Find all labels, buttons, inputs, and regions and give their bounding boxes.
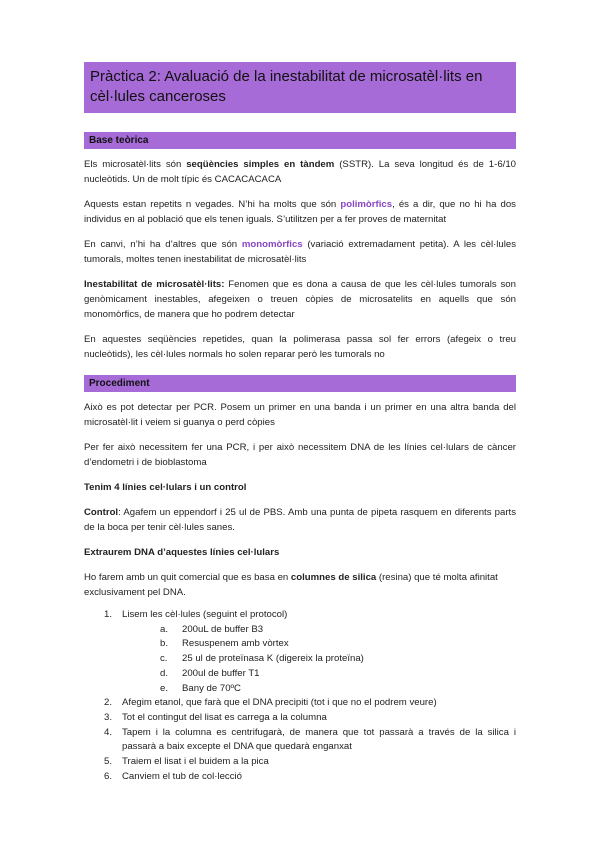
list-item: 5. Traiem el lisat i el buidem a la pica	[104, 756, 269, 768]
list-item: e. Bany de 70ºC	[160, 682, 241, 694]
paragraph-pcr: Això es pot detectar per PCR. Posem un primer en una banda i un primer en una altra banda del microsatèl·lit i veiem si guanya o perd còpies	[84, 402, 516, 428]
paragraph-dna-lines: Per fer això necessitem fer una PCR, i per això necessitem DNA de les línies cel·lulars de càncer d’endometri i de bioblastoma	[84, 442, 516, 468]
paragraph-polimorfics: Aquests estan repetits n vegades. N’hi ha molts que són polimòrfics, és a dir, que no hi ha dos individus en al població que els tenen iguals. S’utilitzen per a fer proves de maternitat	[84, 199, 516, 225]
paragraph-kit: Ho farem amb un quit comercial que es basa en columnes de silica (resina) que té molta afinitat exclusivament pel DNA.	[84, 572, 498, 598]
list-item: 4. Tapem i la columna es centrifugarà, de manera que tot passarà a través de la silica i passarà a baix excepte el DNA que quedarà enganxat	[104, 726, 516, 753]
list-item: b. Resuspenem amb vòrtex	[160, 638, 289, 650]
paragraph-monomorfics: En canvi, n’hi ha d’altres que són monomòrfics (variació extremadament petita). A les cèl·lules tumorals, moltes tenen inestabilitat de microsatèl·lits	[84, 239, 516, 265]
list-item: d. 200ul de buffer T1	[160, 667, 260, 679]
list-item: c. 25 ul de proteïnasa K (digereix la proteïna)	[160, 653, 364, 665]
section-heading-base-teorica: Base teòrica	[84, 132, 516, 149]
paragraph-control: Control: Agafem un eppendorf i 25 ul de PBS. Amb una punta de pipeta rasquem en diferents parts de la boca per tenir cèl·lules sanes.	[84, 507, 516, 533]
list-item: 2. Afegim etanol, que farà que el DNA precipiti (tot i que no el podrem veure)	[104, 697, 437, 709]
subheading-linies: Tenim 4 línies cel·lulars i un control	[84, 482, 247, 493]
paragraph-microsatellits: Els microsatèl·lits són seqüències simples en tàndem (SSTR). La seva longitud és de 1-6/10 nucleòtids. Un de molt típic és CACACACACA	[84, 159, 516, 185]
page-title: Pràctica 2: Avaluació de la inestabilitat de microsatèl·lits en cèl·lules canceroses	[84, 62, 516, 113]
subheading-extraurem-dna: Extraurem DNA d’aquestes línies cel·lulars	[84, 547, 280, 558]
list-item: 3. Tot el contingut del lisat es carrega a la columna	[104, 711, 327, 723]
list-item: 1. Lisem les cèl·lules (seguint el protocol) a. 200uL de buffer B3 b. Resuspenem amb vòrtex c. 25 ul de proteïnasa K (digereix la proteïna) d. 200ul de buffer T1 e. Bany de 70ºC	[84, 608, 516, 696]
section-heading-procediment: Procediment	[84, 375, 516, 392]
paragraph-inestabilitat: Inestabilitat de microsatèl·lits: Fenomen que es dona a causa de que les cèl·lules tumorals son genòmicament inestables, afegeixen o treuen còpies de microsatelits en aquells que són monomòrfics, de manera que ho podrem detectar	[84, 279, 516, 320]
procedure-list	[84, 608, 516, 784]
sub-procedure-list	[122, 623, 516, 697]
list-item: 6. Canviem el tub de col·lecció	[104, 770, 242, 782]
document-page	[84, 62, 516, 784]
list-item: a. 200uL de buffer B3	[160, 623, 264, 635]
paragraph-polimerasa: En aquestes seqüències repetides, quan la polimerasa passa sol fer errors (afegeix o treu nucleòtids), les cèl·lules normals ho solen reparar però les tumorals no	[84, 334, 516, 360]
